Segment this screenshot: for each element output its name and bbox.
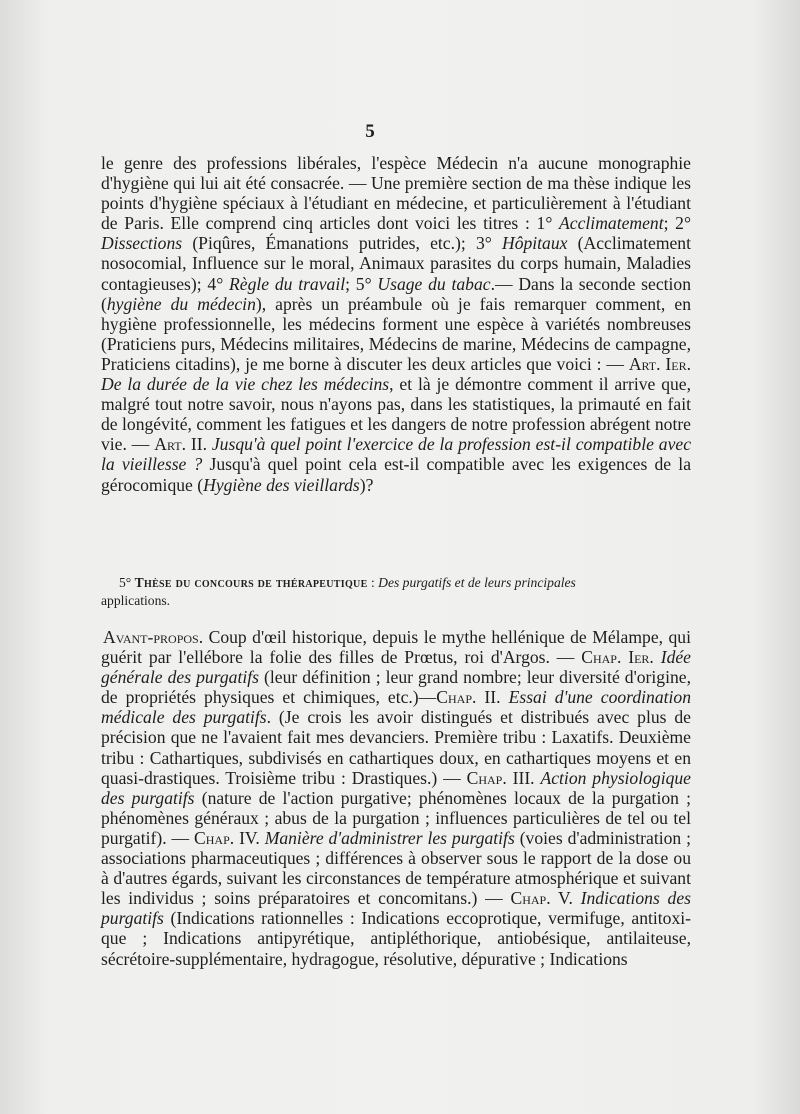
text-run: (Acclimatement nosocomial, Influence sur le moral, Animaux parasites du corps humain, Maladies contagieuses); 4° [101,233,691,294]
text-run: ), après un préambule où je fais remarquer comment, en hygiène professionnelle, les médecins forment une espèce à variétés nombreuses (Praticiens purs, Médecins militaires, Médecins de marine, Médecins de campagne, Praticiens citadins), je me borne à discuter les deux articles que voici : — [101,293,691,374]
heading-title-tail: applications. [101,592,171,608]
chapter-label: Chap. V. [510,888,573,909]
chapter-label: Chap. III. [466,767,535,788]
text-run: Coup d'œil historique, depuis le mythe hellénique de Mélampe, qui guérit par l'ellébore la folie des filles de Prœtus, roi d'Argos. — [101,627,691,668]
text-run [501,687,509,707]
chapter-label: Chap. IV. [194,827,260,848]
text-run: (Indications rationnelles : Indications eccoprotique, vermifuge, antitoxique ; Indications antipyrétique, antipléthorique, antiobésique, antilaiteuse, sécrétoire-supplémentaire, hydragogue, résolutive, dépurative ; Indications [101,908,691,969]
section-heading [101,574,691,609]
italic-hygiene-des-vieillards: Hygiène des vieillards [203,474,360,495]
italic-article-title: Jusqu'à quel point l'exercice de la profession est-il compatible avec la vieillesse ? [101,434,691,475]
text-run: (Piqûres, Émanations putrides, etc.); 3° [182,233,502,254]
italic-chapter-title: Essai d'une coordination médicale des purgatifs [101,687,692,728]
chapter-label: Chap. Ier. [581,647,654,668]
italic-title-acclimatement: Acclimatement [559,213,664,234]
text-run: (leur définition ; leur grand nombre; leur diversité d'origine, de propriétés physiques et chimiques, etc.)— [101,667,691,708]
italic-title-dissections: Dissections [101,233,183,254]
heading-number: 5° [119,575,132,590]
text-run: .— Dans la seconde section ( [101,273,691,314]
italic-chapter-title: Manière d'administrer les purgatifs [264,827,515,848]
italic-chapter-title: Action physiologique des purgatifs [101,767,691,808]
text-run: le genre des professions libérales, l'espèce Médecin n'a aucune monographie d'hygiène qui lui ait été consacrée. — Une première section de ma thèse indique les points d'hygiène spéciaux à l'étudiant en médecine, et particulièrement à l'étudiant de Paris. Elle comprend cinq articles dont voici les titres : 1° [101,153,691,234]
heading-title: Des purgatifs et de leurs principales [378,575,576,590]
text-run [573,888,581,908]
italic-title-hopitaux: Hôpitaux [501,233,568,254]
text-run: ; 5° [345,273,378,294]
heading-separator: : [367,575,379,590]
page-number: 5 [365,121,375,142]
paragraph-purgatifs [101,627,691,969]
text-run: Jusqu'à quel point cela est-il compatible avec les exigences de la gérocomique ( [101,454,691,495]
text-run [654,647,661,667]
article-label: Art. Ier. [628,353,691,374]
italic-title-regle-du-travail: Règle du travail [229,273,346,294]
heading-label: Thèse du concours de thérapeutique [134,575,368,590]
article-label: Art. II. [154,434,207,455]
text-run: )? [359,474,374,495]
text-run: (nature de l'action purgative; phénomènes locaux de la purgation ; phénomènes généraux ; abus de la purgation ; influences particulières de tel ou tel purgatif). — [101,787,691,848]
text-run: , et là je démontre comment il arrive que, malgré tout notre savoir, nous n'ayons pas, dans les statistiques, la primauté en fait de longévité, comment les fatigues et les dangers de notre profession abrégent notre vie. — [101,374,692,455]
paragraph-sections [101,153,691,495]
italic-hygiene-du-medecin: hygiène du médecin [106,293,256,314]
text-run: ; 2° [663,213,691,234]
italic-title-usage-du-tabac: Usage du tabac [377,273,491,294]
italic-chapter-title: Indications des purgatifs [101,888,692,929]
italic-chapter-title: Idée générale des purgatifs [101,647,691,688]
chapter-label: Avant-propos. [103,627,204,647]
italic-article-title: De la durée de la vie chez les médecins [101,374,390,395]
text-run: (voies d'administration ; associations pharmaceutiques ; différences à observer sous le rapport de la dose ou à d'autres égards, suivant les circonstances de température atmosphérique et suivant les individus ; soins préparatoires et concomitans.) — [101,827,691,909]
text-run: . (Je crois les avoir distingués et distribués avec plus de précision que ne l'avaient fait mes devanciers. Première tribu : Laxatifs. Deuxième tribu : Cathartiques, subdivisés en cathartiques doux, en cathartiques moyens et en quasi-drastiques. Troisième tribu : Drastiques.) — [101,707,691,788]
chapter-label: Chap. II. [436,687,501,708]
